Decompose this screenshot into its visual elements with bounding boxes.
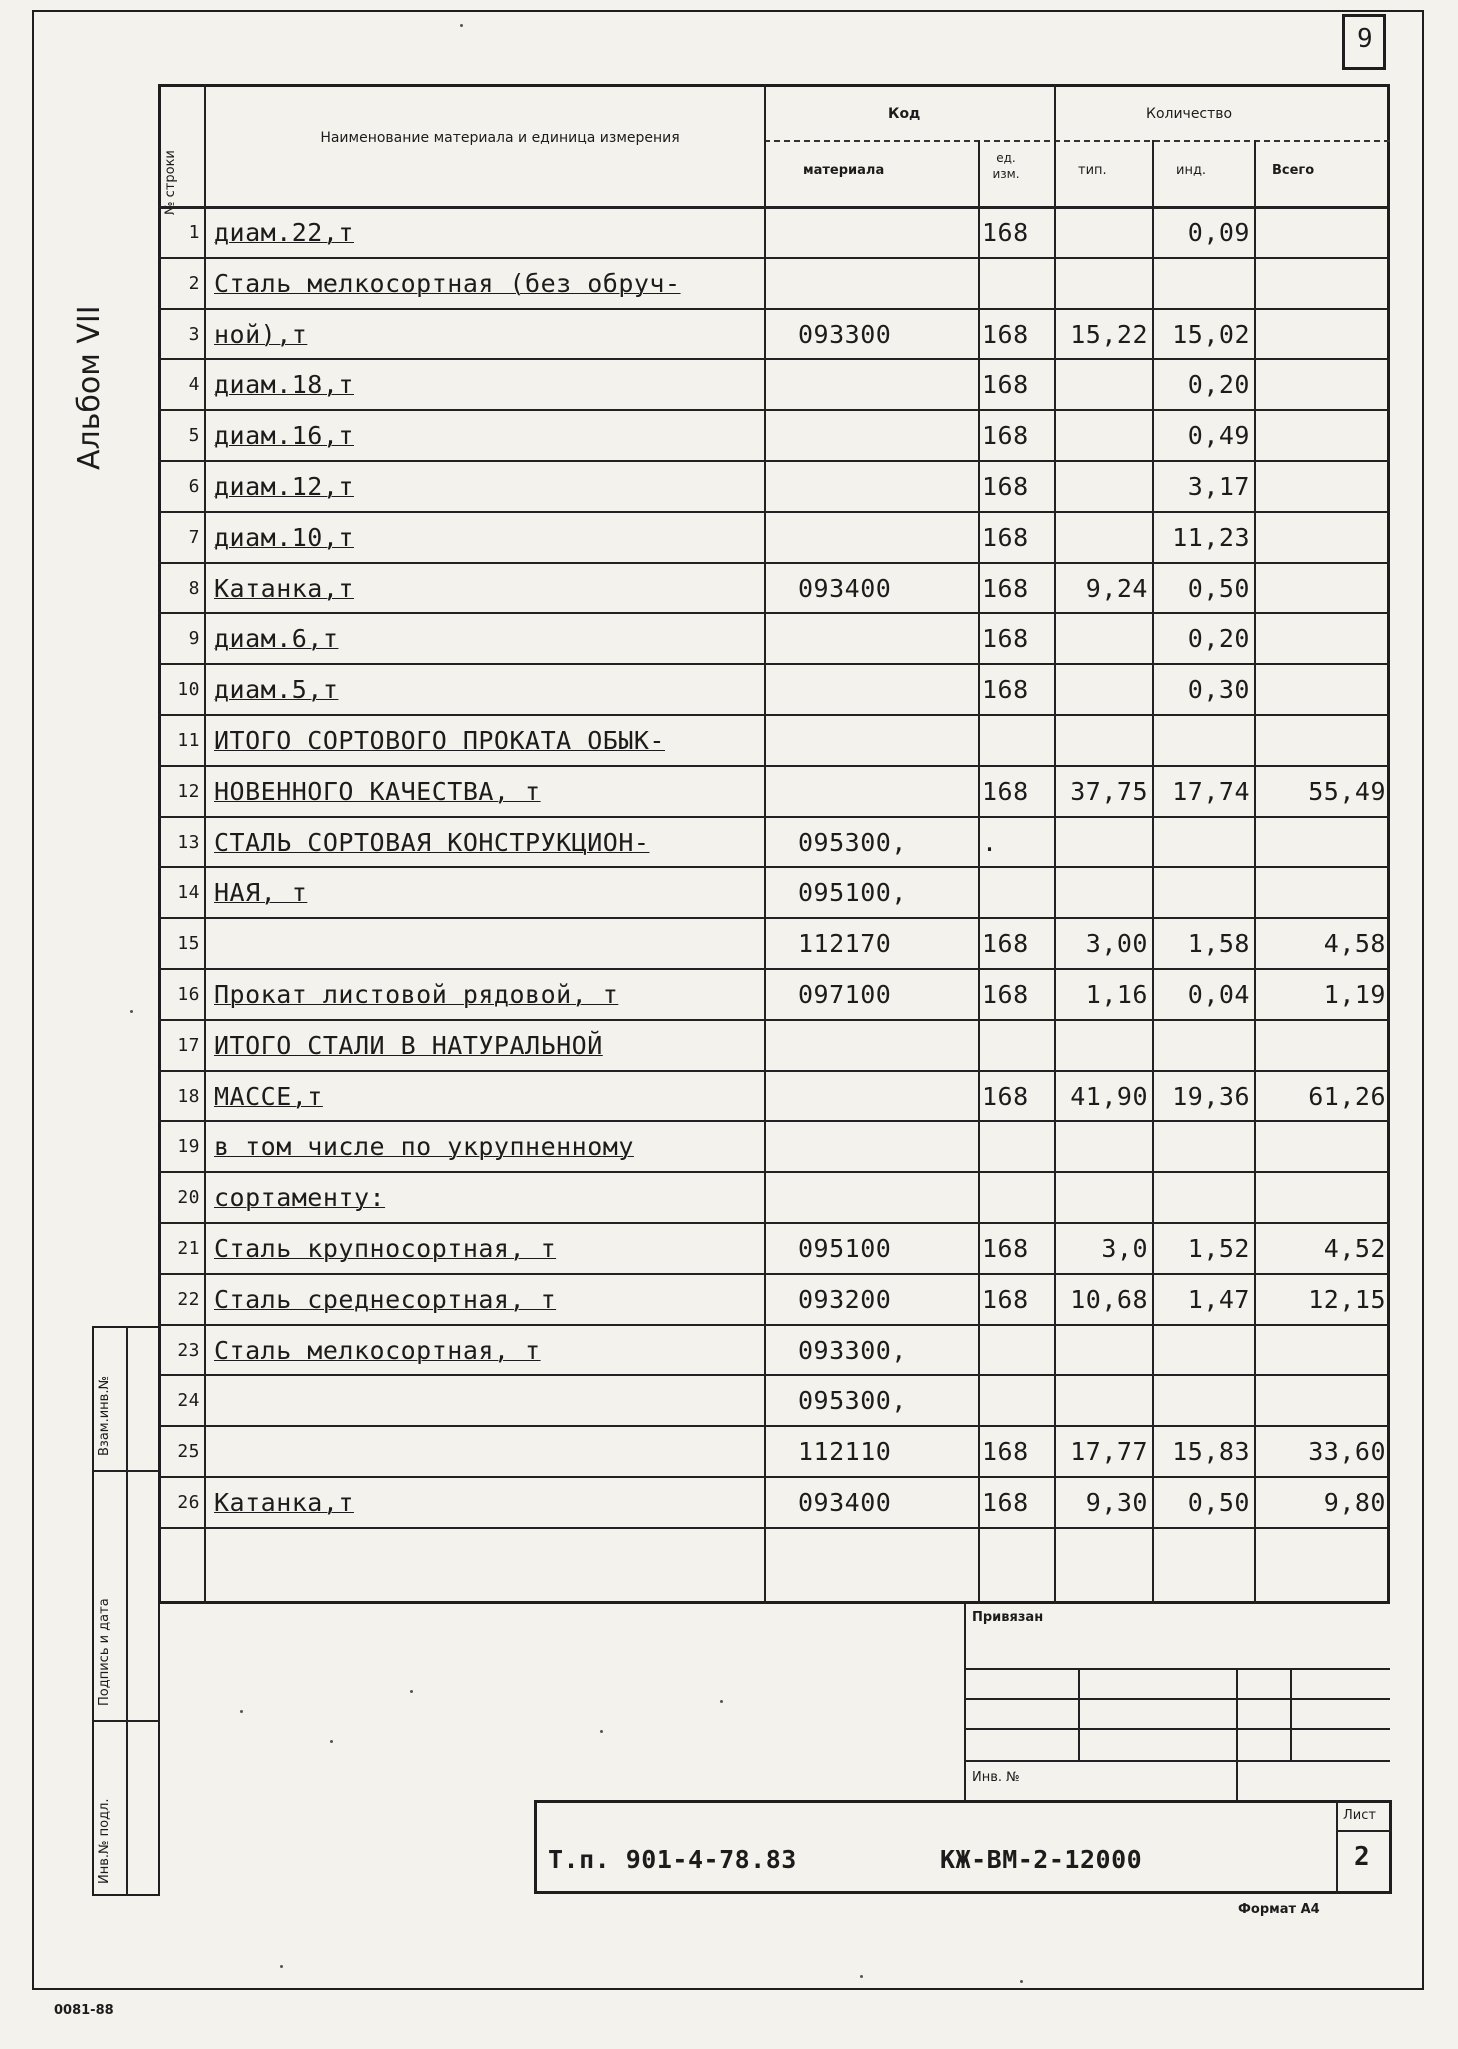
stamp-inv-divider (1236, 1760, 1238, 1800)
stamp-divider (964, 1604, 966, 1800)
cell-ind: 11,23 (1172, 522, 1250, 552)
cell-n: 15 (177, 933, 200, 955)
cell-n: 23 (177, 1339, 200, 1361)
cell-unit: 168 (982, 421, 1029, 451)
row-rule (158, 765, 1390, 767)
cell-ind: 1,47 (1187, 1284, 1250, 1314)
cell-code: 112170 (798, 929, 892, 959)
stamp-rule-4 (964, 1760, 1390, 1762)
header-row-no: № строки (163, 150, 178, 215)
cell-n: 4 (188, 374, 200, 396)
cell-code: 093300, (798, 1335, 907, 1365)
row-rule (158, 1171, 1390, 1173)
format-label: Формат А4 (1238, 1902, 1320, 1917)
cell-unit: 168 (982, 1284, 1029, 1314)
cell-total: 4,58 (1323, 929, 1386, 959)
cell-code: 095100 (798, 1234, 892, 1263)
cell-ind: 0,30 (1187, 675, 1250, 705)
header-code-material: материала (803, 163, 885, 178)
cell-unit: 168 (982, 319, 1029, 349)
row-rule (158, 562, 1390, 564)
cell-name: ИТОГО СОРТОВОГО ПРОКАТА ОБЫК- (214, 726, 665, 755)
row-rule (158, 1476, 1390, 1478)
row-rule (158, 1273, 1390, 1275)
title-block-sheet-divider (1336, 1800, 1338, 1894)
side-label-inv-podl: Инв.№ подл. (97, 1798, 112, 1884)
row-rule (158, 1374, 1390, 1376)
side-strip-rule-1 (92, 1470, 160, 1472)
cell-name: диам.16,т (214, 421, 354, 451)
header-code-unit: ед. изм. (992, 151, 1020, 181)
row-rule (158, 1324, 1390, 1326)
cell-code: 093200 (798, 1284, 892, 1314)
cell-unit: 168 (982, 472, 1029, 501)
cell-name: НАЯ, т (214, 878, 308, 908)
cell-name: диам.6,т (214, 624, 339, 654)
cell-unit: 168 (982, 573, 1029, 603)
cell-code: 093400 (798, 573, 892, 603)
cell-n: 22 (177, 1288, 200, 1310)
cell-ind: 0,49 (1187, 421, 1250, 451)
cell-n: 14 (177, 882, 200, 904)
cell-n: 25 (177, 1441, 200, 1463)
cell-n: 9 (188, 628, 200, 650)
cell-code: 095300, (798, 827, 907, 857)
cell-ind: 0,50 (1187, 1488, 1250, 1517)
cell-unit: 168 (982, 1488, 1029, 1517)
cell-name: СТАЛЬ СОРТОВАЯ КОНСТРУКЦИОН- (214, 827, 650, 857)
cell-n: 12 (177, 780, 200, 802)
cell-n: 16 (177, 984, 200, 1005)
cell-ind: 15,02 (1172, 319, 1250, 349)
cell-n: 1 (188, 222, 200, 243)
row-rule (158, 460, 1390, 462)
cell-ind: 1,52 (1187, 1234, 1250, 1263)
side-strip-divider (126, 1326, 128, 1896)
cell-typ: 1,16 (1085, 980, 1148, 1009)
cell-typ: 17,77 (1070, 1437, 1148, 1467)
cell-typ: 15,22 (1070, 319, 1148, 349)
cell-ind: 0,20 (1187, 370, 1250, 400)
cell-typ: 10,68 (1070, 1284, 1148, 1314)
stamp-sheet-no: 2 (1354, 1842, 1370, 1872)
album-label: Альбом VII (72, 305, 107, 470)
cell-ind: 3,17 (1187, 472, 1250, 501)
cell-code: 112110 (798, 1437, 892, 1467)
cell-n: 7 (188, 526, 200, 548)
form-code: 0081-88 (54, 2003, 114, 2018)
cell-typ: 3,0 (1101, 1234, 1148, 1263)
cell-unit: 168 (982, 1081, 1029, 1111)
cell-total: 55,49 (1308, 776, 1386, 806)
cell-name: диам.5,т (214, 675, 339, 705)
stamp-col-2 (1236, 1668, 1238, 1760)
cell-n: 11 (177, 730, 200, 751)
cell-unit: 168 (982, 370, 1029, 400)
scan-speck (280, 1965, 283, 1968)
header-code-group: Код (888, 106, 921, 122)
stamp-project: Т.п. 901-4-78.83 (548, 1845, 797, 1874)
cell-n: 2 (188, 272, 200, 294)
cell-unit: 168 (982, 624, 1029, 654)
cell-ind: 1,58 (1187, 929, 1250, 959)
stamp-rule-1 (964, 1668, 1390, 1670)
cell-name: диам.22,т (214, 218, 354, 247)
scan-speck (410, 1690, 413, 1693)
cell-ind: 0,04 (1187, 980, 1250, 1009)
cell-ind: 17,74 (1172, 776, 1250, 806)
row-rule (158, 1120, 1390, 1122)
cell-n: 5 (188, 425, 200, 447)
cell-n: 19 (177, 1136, 200, 1158)
header-sub-rule (764, 140, 1390, 142)
cell-code: 093300 (798, 319, 892, 349)
cell-name: в том числе по укрупненному (214, 1132, 634, 1162)
cell-name: ной),т (214, 319, 308, 349)
cell-n: 13 (177, 831, 200, 853)
cell-unit: 168 (982, 218, 1029, 247)
cell-unit: 168 (982, 1234, 1029, 1263)
cell-n: 21 (177, 1238, 200, 1259)
cell-name: Сталь мелкосортная, т (214, 1335, 541, 1365)
header-qty-typ: тип. (1078, 163, 1107, 178)
row-rule (158, 714, 1390, 716)
stamp-privyazan: Привязан (972, 1610, 1044, 1625)
header-qty-ind: инд. (1176, 163, 1207, 178)
row-rule (158, 663, 1390, 665)
row-rule (158, 511, 1390, 513)
cell-unit: 168 (982, 776, 1029, 806)
stamp-rule-2 (964, 1698, 1390, 1700)
side-label-podpis: Подпись и дата (97, 1598, 112, 1706)
cell-unit: . (982, 827, 998, 857)
row-rule (158, 358, 1390, 360)
cell-unit: 168 (982, 1437, 1029, 1467)
cell-name: Катанка,т (214, 1488, 354, 1517)
cell-ind: 0,50 (1187, 573, 1250, 603)
cell-code: 097100 (798, 980, 892, 1009)
header-bottom-rule (158, 206, 1390, 209)
cell-n: 26 (177, 1492, 200, 1513)
cell-typ: 9,30 (1085, 1488, 1148, 1517)
side-strip-rule-2 (92, 1720, 160, 1722)
cell-n: 20 (177, 1187, 200, 1209)
scan-speck (240, 1710, 243, 1713)
cell-name: диам.18,т (214, 370, 354, 400)
header-qty-group: Количество (1146, 106, 1233, 122)
header-qty-total: Всего (1272, 163, 1315, 178)
cell-unit: 168 (982, 929, 1029, 959)
stamp-inv-no: Инв. № (972, 1770, 1020, 1785)
scan-speck (1020, 1980, 1023, 1983)
cell-name: диам.12,т (214, 472, 354, 501)
cell-name: Прокат листовой рядовой, т (214, 980, 619, 1009)
cell-name: НОВЕННОГО КАЧЕСТВА, т (214, 776, 541, 806)
cell-code: 095300, (798, 1386, 907, 1416)
cell-n: 24 (177, 1390, 200, 1412)
cell-total: 61,26 (1308, 1081, 1386, 1111)
cell-ind: 0,09 (1187, 218, 1250, 247)
side-label-vzam: Взам.инв.№ (97, 1376, 112, 1456)
cell-total: 33,60 (1308, 1437, 1386, 1467)
page-number: 9 (1357, 24, 1373, 54)
cell-total: 4,52 (1323, 1234, 1386, 1263)
cell-typ: 41,90 (1070, 1081, 1148, 1111)
row-rule (158, 968, 1390, 970)
row-rule (158, 866, 1390, 868)
cell-unit: 168 (982, 675, 1029, 705)
cell-name: диам.10,т (214, 522, 354, 552)
cell-name: Катанка,т (214, 573, 354, 603)
row-rule (158, 917, 1390, 919)
cell-ind: 15,83 (1172, 1437, 1250, 1467)
row-rule (158, 612, 1390, 614)
scan-speck (860, 1975, 863, 1978)
row-rule (158, 257, 1390, 259)
cell-name: Сталь мелкосортная (без обрyч- (214, 268, 681, 298)
row-rule (158, 1222, 1390, 1224)
cell-n: 3 (188, 323, 200, 345)
cell-name: Сталь крупносортная, т (214, 1234, 557, 1263)
cell-total: 9,80 (1323, 1488, 1386, 1517)
cell-name: МАССЕ,т (214, 1081, 323, 1111)
scan-speck (460, 24, 463, 27)
cell-code: 093400 (798, 1488, 892, 1517)
cell-typ: 9,24 (1085, 573, 1148, 603)
stamp-col-1 (1078, 1668, 1080, 1760)
cell-n: 18 (177, 1085, 200, 1107)
row-rule (158, 308, 1390, 310)
cell-unit: 168 (982, 980, 1029, 1009)
cell-ind: 19,36 (1172, 1081, 1250, 1111)
row-rule (158, 1070, 1390, 1072)
cell-typ: 37,75 (1070, 776, 1148, 806)
cell-n: 17 (177, 1034, 200, 1056)
cell-ind: 0,20 (1187, 624, 1250, 654)
title-block-sheet-rule (1336, 1830, 1392, 1832)
scan-speck (130, 1010, 133, 1013)
row-rule (158, 1425, 1390, 1427)
row-rule (158, 409, 1390, 411)
cell-name: ИТОГО СТАЛИ В НАТУРАЛЬНОЙ (214, 1030, 603, 1060)
cell-name: сортаменту: (214, 1183, 386, 1213)
scan-speck (600, 1730, 603, 1733)
cell-typ: 3,00 (1085, 929, 1148, 959)
stamp-doc-code: КЖ-ВМ-2-12000 (940, 1845, 1143, 1874)
cell-name: Сталь среднесортная, т (214, 1284, 557, 1314)
cell-code: 095100, (798, 878, 907, 908)
cell-n: 6 (188, 476, 200, 497)
cell-unit: 168 (982, 522, 1029, 552)
cell-n: 10 (177, 679, 200, 701)
cell-total: 12,15 (1308, 1284, 1386, 1314)
cell-n: 8 (188, 577, 200, 599)
stamp-sheet-label: Лист (1343, 1808, 1376, 1823)
scan-speck (330, 1740, 333, 1743)
scan-speck (720, 1700, 723, 1703)
stamp-col-3 (1290, 1668, 1292, 1760)
cell-total: 1,19 (1323, 980, 1386, 1009)
stamp-rule-3 (964, 1728, 1390, 1730)
row-rule (158, 1019, 1390, 1021)
row-rule (158, 816, 1390, 818)
row-rule (158, 1527, 1390, 1529)
header-name-col: Наименование материала и единица измерения (320, 130, 680, 146)
